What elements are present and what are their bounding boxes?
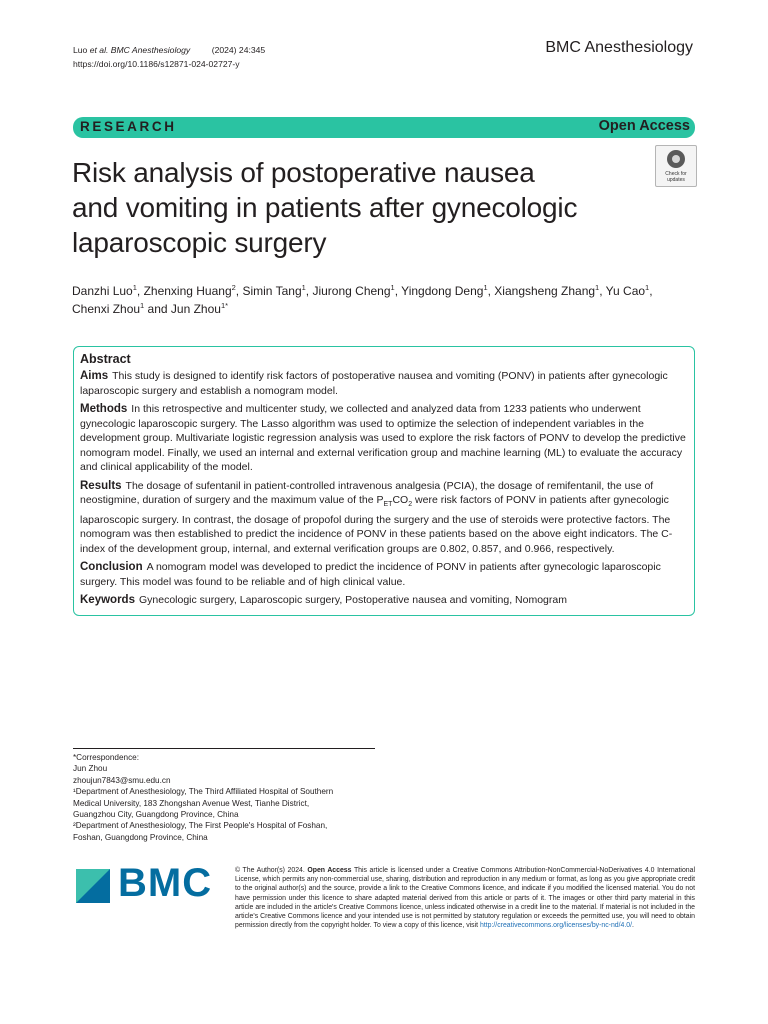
results-text-b: CO bbox=[392, 494, 409, 506]
author-name[interactable]: Yingdong Deng bbox=[401, 284, 484, 298]
results-subscript-2: 2 bbox=[408, 501, 413, 509]
license-open-access: Open Access bbox=[307, 867, 352, 874]
methods-text: In this retrospective and multicenter study, we collected and analyzed data from 1233 patients who underwent gynecologic laparoscopic surgery. The Lasso algorithm was used to optimize the selection of independent variables in the development group. Multivariate logistic regression analysis was used to explore the risk factors of PONV to develop the predictive nomogram model. Finally, we used an internal and external verification group and machine learning (ML) to evaluate the accuracy and clinical applicability of the model. bbox=[80, 403, 686, 473]
abstract-keywords bbox=[80, 593, 688, 608]
check-updates-line2: updates bbox=[667, 177, 685, 183]
results-label: Results bbox=[80, 479, 122, 492]
bmc-logo-mark-icon bbox=[76, 869, 110, 903]
footnotes bbox=[73, 752, 333, 843]
author-affiliation: 1 bbox=[301, 283, 306, 292]
citation-author: Luo bbox=[73, 45, 88, 55]
journal-name: BMC Anesthesiology bbox=[545, 39, 693, 56]
author-name[interactable]: Yu Cao bbox=[605, 284, 646, 298]
author-name[interactable]: Jun Zhou bbox=[170, 301, 221, 316]
results-text-c: were risk factors of PONV in patients after gynecologic laparoscopic surgery. In contrast, the dosage of propofol during the surgery and the use of steroids were protective factors. The nomogram was then established to predict the incidence of PONV in these patients based on the above eight indicators. The C-index of the development group, internal, and external verification groups are 0.802, 0.857, and 0.966, respectively. bbox=[80, 494, 673, 555]
citation-line bbox=[73, 43, 265, 57]
results-subscript-et: ET bbox=[383, 501, 393, 509]
author-affiliation: 1* bbox=[220, 300, 229, 310]
methods-label: Methods bbox=[80, 403, 128, 415]
abstract-results bbox=[80, 479, 688, 557]
author-list: Danzhi Luo$^1$, Zhenxing Huang$^2$, Simin Tang$^1$, Jiurong Cheng$^1$, Yingdong Deng$^1$, Xiangsheng Zhang$^1$, Yu Cao$^1$, Chenxi Zhou$^1$ and Jun Zhou$^{1*}$ bbox=[72, 283, 653, 316]
license-body: This article is licensed under a Creative Commons Attribution-NonCommercial-NoDerivatives 4.0 International License, which permits any non-commercial use, sharing, distribution and reproduction in any medium or format, as long as you give appropriate credit to the original author(s) and the source, provide a link to the Creative Commons licence, and indicate if you modified the licensed material. You do not have permission under this licence to share adapted material derived from this article or parts of it. The images or other third party material in this article are included in the article's Creative Commons licence, unless indicated otherwise in a credit line to the material. If material is not included in the article's Creative Commons licence and your intended use is not permitted by statutory regulation or exceeds the permitted use, you will need to obtain permission directly from the copyright holder. To view a copy of this licence, visit bbox=[235, 867, 695, 930]
keywords-label: Keywords bbox=[80, 594, 135, 607]
abstract-heading: Abstract bbox=[80, 352, 131, 366]
author-affiliation: 1 bbox=[390, 283, 395, 292]
author-name[interactable]: Danzhi Luo bbox=[72, 284, 133, 298]
author-name[interactable]: Zhenxing Huang bbox=[143, 284, 232, 298]
author-affiliation: 1 bbox=[140, 300, 145, 310]
title-line-2: and vomiting in patients after gynecologic bbox=[72, 192, 578, 223]
author-affiliation: 2 bbox=[231, 283, 236, 292]
author-name[interactable]: Chenxi Zhou bbox=[72, 301, 141, 316]
author-affiliation: 1 bbox=[132, 283, 137, 292]
article-type-label: RESEARCH bbox=[80, 119, 177, 134]
check-for-updates-icon bbox=[667, 150, 685, 168]
check-for-updates-badge[interactable] bbox=[655, 145, 697, 187]
license-copyright: © The Author(s) 2024. bbox=[235, 867, 305, 874]
license-end: . bbox=[632, 922, 634, 930]
abstract-aims bbox=[80, 369, 688, 398]
affiliation-1-line1: ¹Department of Anesthesiology, The Third Affiliated Hospital of Southern bbox=[73, 787, 334, 797]
citation-year-volume: (2024) 24:345 bbox=[211, 45, 266, 55]
citation-header bbox=[73, 43, 265, 71]
bmc-logo-text: BMC bbox=[118, 861, 213, 905]
conclusion-label: Conclusion bbox=[80, 561, 143, 574]
check-updates-line1: Check for bbox=[665, 171, 687, 177]
doi-link[interactable]: https://doi.org/10.1186/s12871-024-02727-y bbox=[73, 59, 240, 69]
citation-journal: et al. BMC Anesthesiology bbox=[89, 45, 191, 55]
keywords-text: Gynecologic surgery, Laparoscopic surgery, Postoperative nausea and vomiting, Nomogram bbox=[138, 594, 567, 607]
aims-label: Aims bbox=[80, 370, 109, 382]
abstract-conclusion bbox=[80, 560, 688, 589]
author-affiliation: 1 bbox=[483, 283, 488, 292]
bmc-logo bbox=[76, 861, 216, 907]
affiliation-2-line2: Foshan, Guangdong Province, China bbox=[73, 832, 208, 842]
author-affiliation: 1 bbox=[595, 283, 600, 292]
abstract-methods bbox=[80, 402, 688, 475]
correspondence-name: Jun Zhou bbox=[73, 764, 108, 774]
affiliation-2-line1: ²Department of Anesthesiology, The First People's Hospital of Foshan, bbox=[73, 821, 328, 831]
author-affiliation: 1 bbox=[645, 283, 650, 292]
title-line-3: laparoscopic surgery bbox=[72, 227, 327, 258]
open-access-label: Open Access bbox=[598, 118, 690, 134]
article-type-banner bbox=[73, 117, 695, 138]
title-line-1: Risk analysis of postoperative nausea bbox=[72, 157, 535, 188]
license-link[interactable]: http://creativecommons.org/licenses/by-nc-nd/4.0/ bbox=[479, 922, 633, 930]
article-title bbox=[72, 155, 632, 260]
conclusion-text: A nomogram model was developed to predict the incidence of PONV in patients after gynecologic laparoscopic surgery. This model was found to be reliable and of high clinical value. bbox=[80, 561, 661, 588]
correspondence-label: *Correspondence: bbox=[73, 753, 139, 762]
footnote-divider bbox=[73, 748, 375, 749]
correspondence-email[interactable]: zhoujun7843@smu.edu.cn bbox=[73, 775, 171, 785]
license-statement bbox=[235, 866, 695, 930]
affiliation-1-line3: Guangzhou City, Guangdong Province, China bbox=[73, 810, 239, 820]
aims-text: This study is designed to identify risk factors of postoperative nausea and vomiting (PONV) in patients after gynecologic laparoscopic surgery and establish a nomogram model. bbox=[80, 370, 668, 397]
author-name[interactable]: Xiangsheng Zhang bbox=[494, 284, 596, 298]
author-name[interactable]: Simin Tang bbox=[242, 284, 302, 298]
affiliation-1-line2: Medical University, 183 Zhongshan Avenue West, Tianhe District, bbox=[73, 798, 310, 808]
abstract-box bbox=[73, 346, 695, 616]
author-name[interactable]: Jiurong Cheng bbox=[312, 284, 391, 298]
results-text-a: The dosage of sufentanil in patient-controlled intravenous analgesia (PCIA), the dosage of remifentanil, the use of neostigmine, duration of surgery and the maximum value of the P bbox=[80, 479, 654, 506]
